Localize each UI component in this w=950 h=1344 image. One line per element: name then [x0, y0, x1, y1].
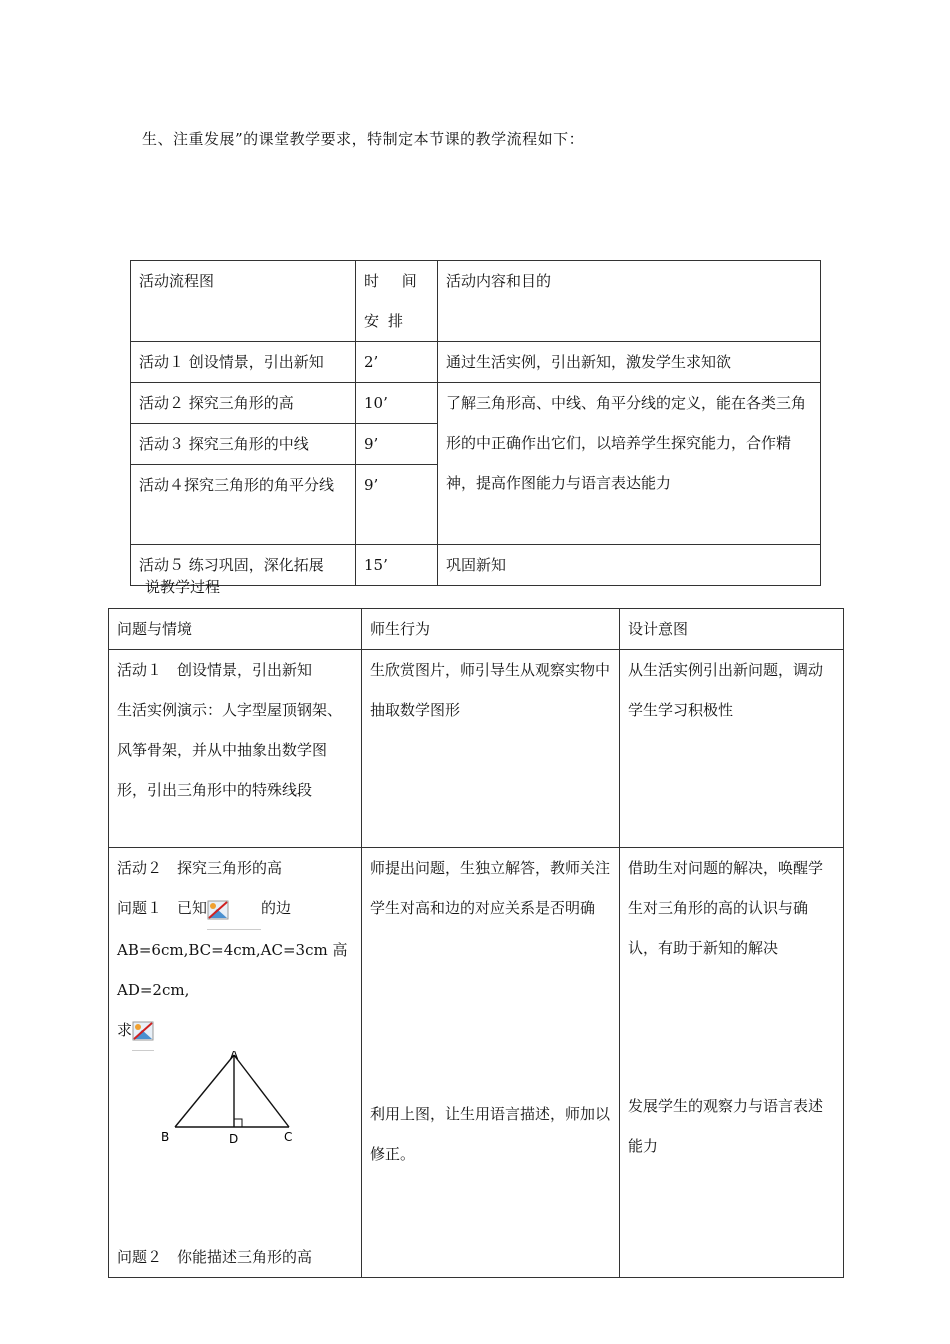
time-cell: 9’	[356, 424, 438, 465]
intent-cell	[620, 848, 844, 1278]
table-row	[131, 545, 821, 586]
activity-cell: 活动３ 探究三角形的中线	[131, 424, 356, 465]
activity-flow-table	[130, 260, 821, 586]
teaching-process-table	[108, 608, 844, 1278]
table-row	[109, 848, 844, 1278]
time-cell: 15’	[356, 545, 438, 586]
header-cell: 问题与情境	[109, 609, 362, 650]
broken-image-icon	[132, 1010, 154, 1051]
header-cell: 活动内容和目的	[438, 261, 821, 342]
intent-text-1: 借助生对问题的解决，唤醒学生对三角形的高的认识与确认，有助于新知的解决	[628, 859, 824, 957]
behavior-text-1: 师提出问题，生独立解答，教师关注学生对高和边的对应关系是否明确	[370, 859, 611, 917]
question-1-ask	[117, 1010, 353, 1052]
label-a: A	[230, 1051, 239, 1062]
table-header-row	[109, 609, 844, 650]
intent-text-2: 发展学生的观察力与语言表述能力	[628, 1097, 824, 1155]
question-1-lead: 问题１ 已知	[117, 899, 208, 917]
intro-paragraph: 生、注重发展”的课堂教学要求，特制定本节课的教学流程如下：	[142, 130, 585, 148]
activity-cell: 活动４探究三角形的角平分线	[131, 465, 356, 545]
header-cell: 时 间 安排	[356, 261, 438, 342]
table-header-row	[131, 261, 821, 342]
situation-cell	[109, 848, 362, 1278]
activity-title: 活动１ 创设情景，引出新知	[117, 661, 313, 679]
right-angle-mark	[234, 1119, 242, 1127]
behavior-cell: 生欣赏图片，师引导生从观察实物中抽取数学图形	[362, 650, 620, 848]
content-cell: 了解三角形高、中线、角平分线的定义，能在各类三角形的中正确作出它们，以培养学生探究能力，合作精神，提高作图能力与语言表达能力	[438, 383, 821, 545]
question-1-text: 的边AB=6cm,BC=4cm,AC=3cm 高 AD=2cm,	[117, 899, 348, 999]
activity-cell: 活动５ 练习巩固，深化拓展	[131, 545, 356, 586]
side-ab	[175, 1055, 234, 1127]
activity-cell: 活动２ 探究三角形的高	[131, 383, 356, 424]
time-cell: 10’	[356, 383, 438, 424]
side-ac	[234, 1055, 289, 1127]
table-row	[109, 650, 844, 848]
activity-title: 活动２ 探究三角形的高	[117, 859, 283, 877]
header-cell: 活动流程图	[131, 261, 356, 342]
question-1	[117, 888, 353, 1010]
label-d: D	[229, 1132, 239, 1146]
content-cell: 巩固新知	[438, 545, 821, 586]
question-2: 问题２ 你能描述三角形的高	[117, 1248, 313, 1266]
time-cell: 9’	[356, 465, 438, 545]
content-cell: 通过生活实例，引出新知，激发学生求知欲	[438, 342, 821, 383]
situation-cell	[109, 650, 362, 848]
behavior-text-2: 利用上图，让生用语言描述，师加以修正。	[370, 1105, 611, 1163]
behavior-cell	[362, 848, 620, 1278]
process-caption: 说教学过程	[145, 578, 221, 596]
spacer	[370, 928, 611, 1094]
ask-label: 求	[117, 1020, 133, 1039]
header-cell: 师生行为	[362, 609, 620, 650]
intent-cell: 从生活实例引出新问题，调动学生学习积极性	[620, 650, 844, 848]
table-row	[131, 342, 821, 383]
time-cell: 2’	[356, 342, 438, 383]
label-b: B	[161, 1130, 170, 1144]
spacer	[628, 968, 835, 1086]
situation-text: 生活实例演示：人字型屋顶钢架、风筝骨架，并从中抽象出数学图形，引出三角形中的特殊线段	[117, 701, 343, 799]
table-row	[131, 383, 821, 424]
broken-image-icon	[207, 889, 261, 930]
label-c: C	[284, 1130, 293, 1144]
spacer	[117, 1151, 353, 1237]
triangle-figure	[157, 1051, 307, 1151]
header-cell: 设计意图	[620, 609, 844, 650]
activity-cell: 活动１ 创设情景，引出新知	[131, 342, 356, 383]
